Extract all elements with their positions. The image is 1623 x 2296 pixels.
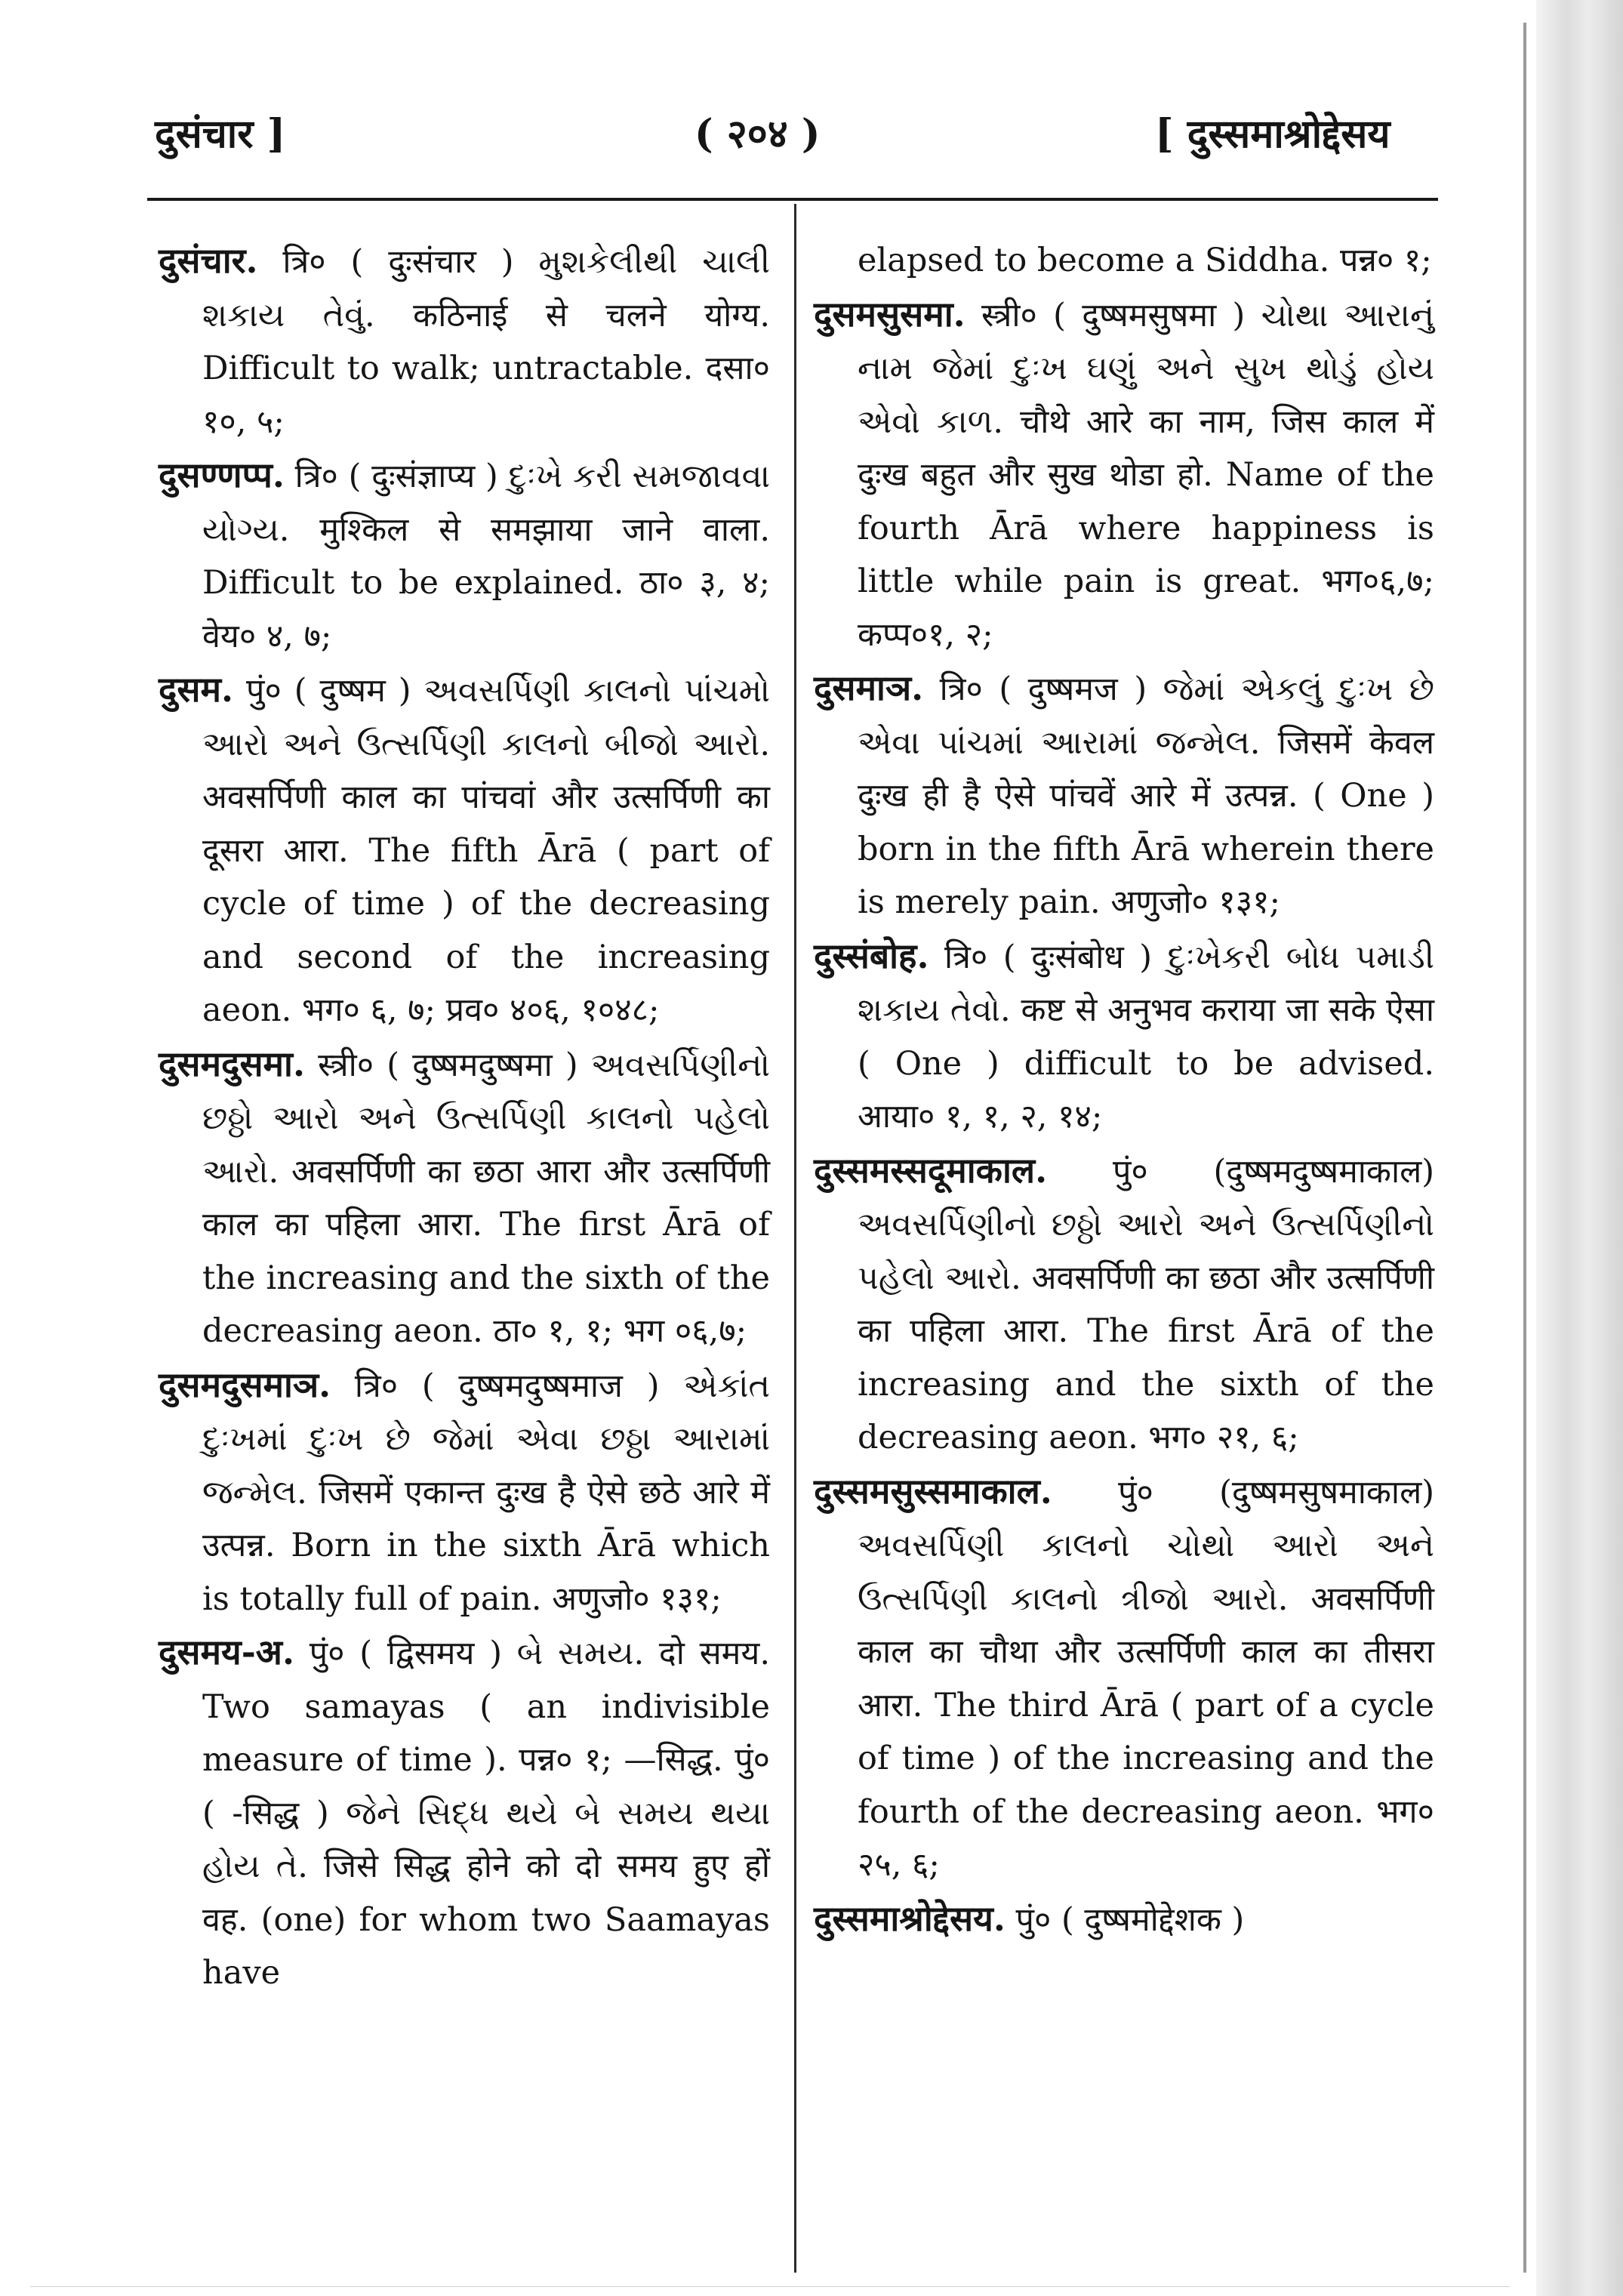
- right-column: [814, 234, 1434, 1946]
- entry-text: पुं० ( दुष्षमोद्देशक ): [1015, 1900, 1245, 1939]
- entry-text: पुं० ( द्विसमय ) બે સમય. दो समय. Two samayas ( an indivisible measure of time ). पन्न० १; —सिद्ध. पुं० ( -सिद्ध ) જેને સિદ્ધ થયે બે સમય થયા હોય તે. जिसे सिद्ध होने को दो समय हुए हों वह. (one) for whom two Saamayas have: [202, 1635, 771, 1992]
- dictionary-entry: [814, 1892, 1434, 1947]
- dictionary-entry: [159, 1626, 770, 2000]
- dictionary-entry: [814, 661, 1434, 929]
- entry-headword: दुस्संबोह.: [814, 935, 929, 976]
- column-divider: [794, 204, 796, 2273]
- dictionary-entry: [159, 663, 770, 1037]
- entry-text: पुं० (दुष्षमसुषमाकाल) અવસર્પિણી કાલનો ચોથો આરો અને ઉત્સર્પિણી કાલનો ત્રીજો આરો. अवसर्पिणी काल का चौथा और उत्सर्पिणी काल का तीसरा आरा. The third Ārā ( part of a cycle of time ) of the increasing and the fourth of the decreasing aeon. भग० २५, ६;: [858, 1473, 1434, 1884]
- entry-text: त्रि० ( दुःसंचार ) મુશકેલીથી ચાલી શકાય તેવું. कठिनाई से चलने योग्य. Difficult to walk; untractable. दसा० १०, ५;: [202, 243, 770, 441]
- entry-headword: दुस्समाश्रोद्देसय.: [814, 1897, 1006, 1939]
- entry-text: त्रि० ( दुष्षमदुष्षमाज ) એકાંત દુઃખમાં દુઃખ છે જેમાં એવા છઠ્ઠા આરામાં જન્મેલ. जिसमें एकान्त दुःख है ऐसे छठे आरे में उत्पन्न. Born in the sixth Ārā which is totally full of pain. अणुजो० १३१;: [202, 1367, 771, 1618]
- entry-headword: दुस्समस्सदूमाकाल.: [814, 1149, 1048, 1191]
- entry-headword: दुसम.: [159, 669, 234, 710]
- dictionary-entry: [814, 288, 1434, 662]
- entry-text: त्रि० ( दुष्षमज ) જેમાં એકલું દુઃખ છે એવા પાંચમાં આરામાં જન્મેલ. जिसमें केवल दुःख ही है ऐसे पांचवें आरे में उत्पन्न. ( One ) born in the fifth Ārā wherein there is merely pain. अणुजो० १३१;: [858, 670, 1434, 921]
- page-number: ( २०४ ): [694, 111, 821, 157]
- entry-headword: दुसमदुसमाञ.: [159, 1364, 331, 1405]
- entry-continuation: elapsed to become a Siddha. पन्न० १;: [858, 242, 1432, 279]
- dictionary-entry: [159, 234, 770, 448]
- dictionary-entry: [159, 448, 770, 663]
- entry-headword: दुसण्णप्प.: [159, 455, 285, 495]
- header-last-headword: [ दुस्समाश्रोद्देसय: [1155, 111, 1390, 157]
- dictionary-entry: [159, 1037, 770, 1358]
- entry-text: पुं० ( दुष्षम ) અવસર્પિણી કાલનો પાંચમો આરો અને ઉત્સર્પિણી કાલનો બીજો આરો. अवसर्पिणी काल का पांचवां और उत्सर्पिणी का दूसरा आरा. The fifth Ārā ( part of cycle of time ) of the decreasing and second of the increasing aeon. भग० ६, ७; प्रव० ४०६, १०४८;: [202, 672, 770, 1029]
- dictionary-entry: [159, 1358, 770, 1626]
- dictionary-entry: [814, 1465, 1434, 1892]
- entry-headword: दुसमाञ.: [814, 667, 924, 708]
- entry-headword: दुसमसुसमा.: [814, 293, 965, 334]
- entry-text: स्त्री० ( दुष्षमसुषमा ) ચોથા આરાનું નામ જેમાં દુઃખ ઘણું અને સુખ થોડું હોય એવો કાળ. चौथे आरे का नाम, जिस काल में दुःख बहुत और सुख थोडा हो. Name of the fourth Ārā where happiness is little while pain is great. भग०६,७; कप्प०१, २;: [858, 296, 1434, 654]
- entry-text: पुं० (दुष्षमदुष्षमाकाल) અવસર્પિણીનો છઠ્ઠો આરો અને ઉત્સર્પિણીનો પહેલો આરો. अवसर्पिणी का छठा और उत्सर्पिणी का पहिला आरा. The first Ārā of the increasing and the sixth of the decreasing aeon. भग० २१, ६;: [858, 1152, 1435, 1456]
- left-column: [159, 234, 770, 2000]
- entry-headword: दुसंचार.: [159, 240, 258, 281]
- entry-text: त्रि० ( दुःसंबोध ) દુઃખેકરી બોધ પમાડી શકાય તેવો. कष्ट से अनुभव कराया जा सके ऐसा ( One ) difficult to be advised. आया० १, १, २, १४;: [858, 938, 1434, 1136]
- entry-headword: दुसमदुसमा.: [159, 1043, 305, 1084]
- dictionary-entry: [814, 1144, 1434, 1465]
- entry-headword: दुसमय-अ.: [159, 1632, 294, 1672]
- page-header: [0, 106, 1510, 166]
- entry-headword: दुस्समसुस्समाकाल.: [814, 1470, 1052, 1512]
- dictionary-entry: [814, 929, 1434, 1144]
- header-first-headword: दुसंचार ]: [155, 111, 286, 157]
- page-bottom-edge: [30, 2286, 1510, 2287]
- entry-text: स्त्री० ( दुष्षमदुष्षमा ) અવસર્પિણીનો છઠ્ઠો આરો અને ઉત્સર્પિણી કાલનો પહેલો આરો. अवसर्पिणी का छठा आरा और उत्सर्पिणी काल का पहिला आरा. The first Ārā of the increasing and the sixth of the decreasing aeon. ठा० १, १; भग ०६,७;: [202, 1046, 770, 1350]
- book-binding-edge: [1536, 0, 1623, 2296]
- entry-text: त्रि० ( दुःसंज्ञाप्य ) દુઃખે કરી સમજાવવા યોગ્ય. मुश्किल से समझाया जाने वाला. Difficult to be explained. ठा० ३, ४; वेय० ४, ७;: [202, 458, 770, 655]
- binding-gutter-line: [1523, 23, 1526, 2273]
- header-rule: [147, 198, 1438, 201]
